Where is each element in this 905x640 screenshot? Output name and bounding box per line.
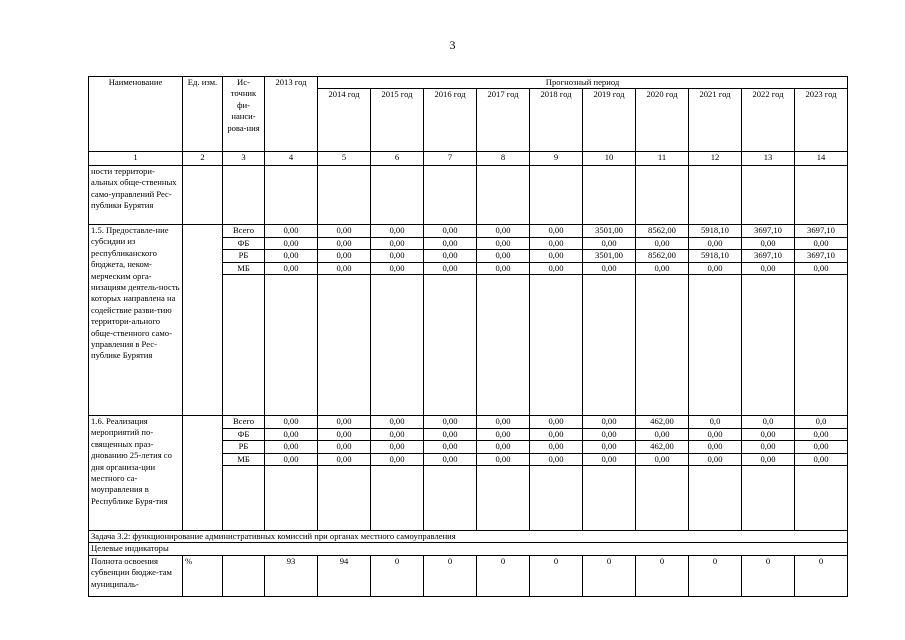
value-cell: 0,00 bbox=[636, 428, 689, 441]
value-cell: 0,00 bbox=[636, 453, 689, 466]
empty-cell bbox=[689, 275, 742, 416]
value-cell: 0,00 bbox=[265, 262, 318, 275]
value-cell: 0,00 bbox=[689, 428, 742, 441]
empty-cell bbox=[636, 466, 689, 531]
header-year: 2018 год bbox=[530, 89, 583, 152]
value-cell: 0,00 bbox=[424, 262, 477, 275]
value-cell: 0,00 bbox=[424, 250, 477, 263]
indicator-value: 93 bbox=[265, 555, 318, 596]
value-cell: 0,00 bbox=[265, 250, 318, 263]
measure-1-5 bbox=[89, 225, 848, 416]
empty-cell bbox=[795, 275, 848, 416]
value-cell: 0,00 bbox=[424, 416, 477, 429]
value-cell: 0,00 bbox=[265, 441, 318, 454]
col-number: 2 bbox=[183, 152, 223, 166]
value-cell: 0,00 bbox=[371, 262, 424, 275]
empty-cell bbox=[530, 466, 583, 531]
value-cell: 0,00 bbox=[371, 225, 424, 238]
col-number: 5 bbox=[318, 152, 371, 166]
col-number: 4 bbox=[265, 152, 318, 166]
col-number: 9 bbox=[530, 152, 583, 166]
empty-cell bbox=[795, 466, 848, 531]
empty-cell bbox=[265, 466, 318, 531]
header-name: Наименование bbox=[89, 77, 183, 152]
source-row bbox=[89, 416, 848, 429]
source-label: МБ bbox=[223, 262, 265, 275]
empty-cell bbox=[742, 275, 795, 416]
empty-cell bbox=[424, 275, 477, 416]
measure-1-6 bbox=[89, 416, 848, 531]
value-cell: 0,00 bbox=[318, 262, 371, 275]
empty-cell bbox=[477, 275, 530, 416]
empty-cell bbox=[223, 466, 265, 531]
value-cell: 0,00 bbox=[583, 237, 636, 250]
value-cell: 462,00 bbox=[636, 416, 689, 429]
source-label: РБ bbox=[223, 250, 265, 263]
indicator-value: 0 bbox=[371, 555, 424, 596]
header-year: 2023 год bbox=[795, 89, 848, 152]
source-label: ФБ bbox=[223, 428, 265, 441]
source-label: МБ bbox=[223, 453, 265, 466]
source-row bbox=[89, 225, 848, 238]
header-2013: 2013 год bbox=[265, 77, 318, 152]
value-cell: 3697,10 bbox=[795, 225, 848, 238]
value-cell: 0,00 bbox=[530, 262, 583, 275]
empty-cell bbox=[371, 275, 424, 416]
value-cell: 0,00 bbox=[742, 441, 795, 454]
value-cell: 462,00 bbox=[636, 441, 689, 454]
header-year: 2022 год bbox=[742, 89, 795, 152]
value-cell: 8562,00 bbox=[636, 225, 689, 238]
empty-cell bbox=[318, 275, 371, 416]
value-cell: 0,00 bbox=[795, 262, 848, 275]
empty-cell bbox=[689, 466, 742, 531]
value-cell: 0,00 bbox=[689, 453, 742, 466]
value-cell: 3697,10 bbox=[742, 250, 795, 263]
col-number: 10 bbox=[583, 152, 636, 166]
value-cell: 0,0 bbox=[795, 416, 848, 429]
indicator-value: 94 bbox=[318, 555, 371, 596]
value-cell: 0,00 bbox=[477, 262, 530, 275]
indicator-row bbox=[89, 555, 848, 596]
value-cell: 0,00 bbox=[265, 237, 318, 250]
col-number: 8 bbox=[477, 152, 530, 166]
col-number: 11 bbox=[636, 152, 689, 166]
value-cell: 5918,10 bbox=[689, 225, 742, 238]
empty-cell bbox=[223, 275, 265, 416]
value-cell: 0,00 bbox=[318, 237, 371, 250]
value-cell: 5918,10 bbox=[689, 250, 742, 263]
value-cell: 3697,10 bbox=[795, 250, 848, 263]
value-cell: 0,00 bbox=[318, 428, 371, 441]
source-label: Всего bbox=[223, 416, 265, 429]
value-cell: 0,00 bbox=[477, 453, 530, 466]
value-cell: 0,00 bbox=[477, 441, 530, 454]
indicator-value: 0 bbox=[424, 555, 477, 596]
source-label: Всего bbox=[223, 225, 265, 238]
value-cell: 0,00 bbox=[265, 428, 318, 441]
header-row-1 bbox=[89, 77, 848, 89]
value-cell: 0,00 bbox=[689, 262, 742, 275]
value-cell: 0,00 bbox=[530, 416, 583, 429]
value-cell: 8562,00 bbox=[636, 250, 689, 263]
indicator-value: 0 bbox=[795, 555, 848, 596]
value-cell: 0,00 bbox=[265, 225, 318, 238]
value-cell: 0,00 bbox=[477, 250, 530, 263]
col-number: 1 bbox=[89, 152, 183, 166]
empty-cell bbox=[583, 466, 636, 531]
value-cell: 0,00 bbox=[424, 428, 477, 441]
value-cell: 0,0 bbox=[689, 416, 742, 429]
measure-unit bbox=[183, 225, 223, 416]
indicator-value: 0 bbox=[583, 555, 636, 596]
indicators-heading-row bbox=[89, 543, 848, 555]
indicator-value: 0 bbox=[742, 555, 795, 596]
continuation-row bbox=[89, 166, 848, 225]
value-cell: 0,00 bbox=[371, 250, 424, 263]
value-cell: 0,00 bbox=[636, 262, 689, 275]
col-number: 3 bbox=[223, 152, 265, 166]
value-cell: 0,00 bbox=[795, 428, 848, 441]
header-year: 2016 год bbox=[424, 89, 477, 152]
header-year: 2019 год bbox=[583, 89, 636, 152]
source-label: ФБ bbox=[223, 237, 265, 250]
value-cell: 0,00 bbox=[477, 237, 530, 250]
value-cell: 0,00 bbox=[583, 262, 636, 275]
value-cell: 0,00 bbox=[742, 262, 795, 275]
value-cell: 0,0 bbox=[742, 416, 795, 429]
value-cell: 0,00 bbox=[583, 441, 636, 454]
col-number: 7 bbox=[424, 152, 477, 166]
header-source: Ис-точник фи-нанси-рова-ния bbox=[223, 77, 265, 152]
value-cell: 0,00 bbox=[636, 237, 689, 250]
numbering-row bbox=[89, 152, 848, 166]
header-year: 2015 год bbox=[371, 89, 424, 152]
value-cell: 0,00 bbox=[265, 416, 318, 429]
value-cell: 0,00 bbox=[795, 237, 848, 250]
indicator-unit: % bbox=[183, 555, 223, 596]
empty-cell bbox=[424, 466, 477, 531]
value-cell: 0,00 bbox=[477, 428, 530, 441]
value-cell: 3501,00 bbox=[583, 250, 636, 263]
value-cell: 0,00 bbox=[530, 453, 583, 466]
header-year: 2020 год bbox=[636, 89, 689, 152]
value-cell: 0,00 bbox=[371, 416, 424, 429]
value-cell: 0,00 bbox=[530, 225, 583, 238]
indicator-value: 0 bbox=[477, 555, 530, 596]
header-forecast: Прогнозный период bbox=[318, 77, 848, 89]
value-cell: 0,00 bbox=[318, 441, 371, 454]
source-label: РБ bbox=[223, 441, 265, 454]
task-row bbox=[89, 531, 848, 543]
value-cell: 0,00 bbox=[583, 428, 636, 441]
value-cell: 0,00 bbox=[742, 453, 795, 466]
value-cell: 0,00 bbox=[318, 250, 371, 263]
value-cell: 0,00 bbox=[318, 416, 371, 429]
budget-table bbox=[88, 76, 848, 597]
value-cell: 0,00 bbox=[477, 225, 530, 238]
header-unit: Ед. изм. bbox=[183, 77, 223, 152]
value-cell: 0,00 bbox=[583, 453, 636, 466]
value-cell: 0,00 bbox=[318, 453, 371, 466]
value-cell: 0,00 bbox=[318, 225, 371, 238]
col-number: 13 bbox=[742, 152, 795, 166]
empty-cell bbox=[318, 466, 371, 531]
value-cell: 0,00 bbox=[530, 428, 583, 441]
col-number: 6 bbox=[371, 152, 424, 166]
task-3-2: Задача 3.2: функционирование административных комиссий при органах местного самоуправления bbox=[89, 531, 848, 543]
empty-cell bbox=[742, 466, 795, 531]
value-cell: 0,00 bbox=[795, 453, 848, 466]
indicator-value: 0 bbox=[530, 555, 583, 596]
continuation-text: ности территори-альных обще-ственных само-управлений Рес-публики Бурятия bbox=[89, 166, 183, 225]
col-number: 12 bbox=[689, 152, 742, 166]
value-cell: 0,00 bbox=[530, 441, 583, 454]
value-cell: 0,00 bbox=[265, 453, 318, 466]
empty-cell bbox=[583, 275, 636, 416]
value-cell: 0,00 bbox=[689, 441, 742, 454]
empty-cell bbox=[530, 275, 583, 416]
header-year: 2017 год bbox=[477, 89, 530, 152]
value-cell: 3501,00 bbox=[583, 225, 636, 238]
value-cell: 3697,10 bbox=[742, 225, 795, 238]
header-year: 2014 год bbox=[318, 89, 371, 152]
empty-cell bbox=[265, 275, 318, 416]
value-cell: 0,00 bbox=[530, 237, 583, 250]
value-cell: 0,00 bbox=[371, 428, 424, 441]
page-number: 3 bbox=[449, 38, 456, 52]
value-cell: 0,00 bbox=[795, 441, 848, 454]
value-cell: 0,00 bbox=[583, 416, 636, 429]
value-cell: 0,00 bbox=[424, 237, 477, 250]
value-cell: 0,00 bbox=[742, 428, 795, 441]
empty-cell bbox=[477, 466, 530, 531]
header-year: 2021 год bbox=[689, 89, 742, 152]
value-cell: 0,00 bbox=[424, 225, 477, 238]
empty-cell bbox=[636, 275, 689, 416]
empty-cell bbox=[371, 466, 424, 531]
value-cell: 0,00 bbox=[371, 441, 424, 454]
measure-name: 1.6. Реализация мероприятий по-священных праз-днованию 25-летия со дня организа-ции местного са-моуправления в Республике Буря-тия bbox=[89, 416, 183, 531]
value-cell: 0,00 bbox=[689, 237, 742, 250]
col-number: 14 bbox=[795, 152, 848, 166]
value-cell: 0,00 bbox=[742, 237, 795, 250]
value-cell: 0,00 bbox=[424, 441, 477, 454]
measure-unit bbox=[183, 416, 223, 531]
measure-name: 1.5. Предоставле-ние субсидии из республиканского бюджета, неком-мерческим орга-низациям деятель-ность которых направлена на содействие разви-тию территори-ального обще-ственного само-управления в Рес-публике Бурятия bbox=[89, 225, 183, 416]
indicator-name: Полнота освоения субвенции бюдже-там муниципаль- bbox=[89, 555, 183, 596]
value-cell: 0,00 bbox=[371, 453, 424, 466]
indicator-value: 0 bbox=[636, 555, 689, 596]
value-cell: 0,00 bbox=[371, 237, 424, 250]
value-cell: 0,00 bbox=[477, 416, 530, 429]
target-indicators: Целевые индикаторы bbox=[89, 543, 848, 555]
indicator-value: 0 bbox=[689, 555, 742, 596]
value-cell: 0,00 bbox=[530, 250, 583, 263]
value-cell: 0,00 bbox=[424, 453, 477, 466]
